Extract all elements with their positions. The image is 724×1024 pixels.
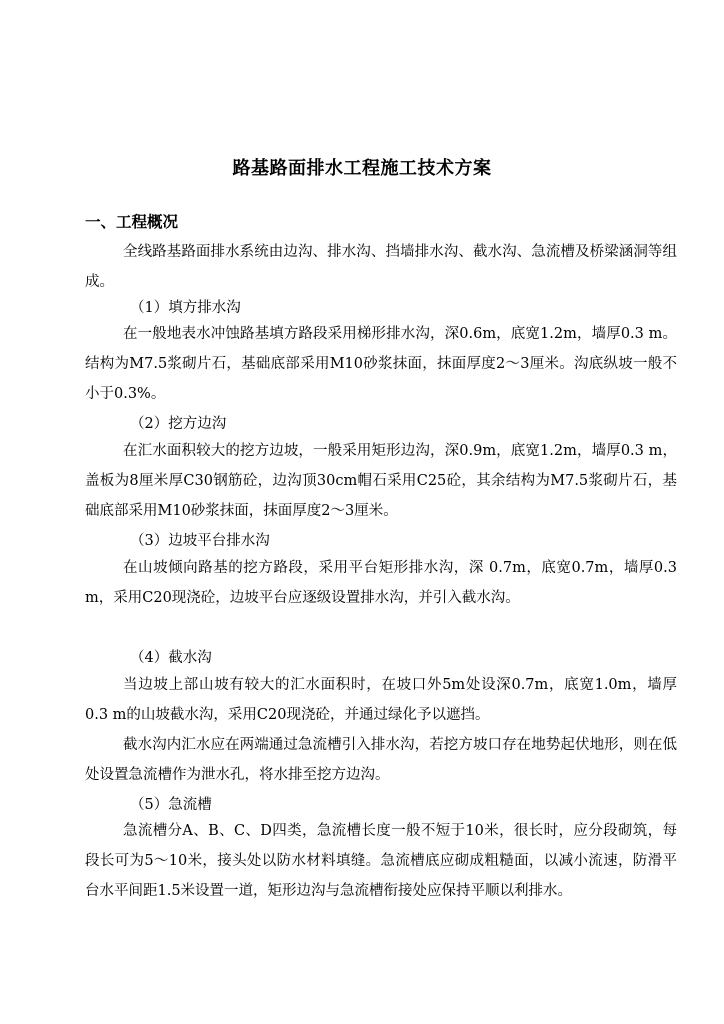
item-paragraph-3: 在山坡倾向路基的挖方路段，采用平台矩形排水沟，深 0.7m，底宽0.7m，墙厚0.3 m，采用C20现浇砼，边坡平台应逐级设置排水沟，并引入截水沟。	[85, 560, 677, 606]
item-heading-2: （2）挖方边沟	[130, 416, 227, 432]
item-paragraph-5: 急流槽分A、B、C、D四类，急流槽长度一般不短于10米，很长时，应分段砌筑，每段长可为5～10米，接头处以防水材料填缝。急流槽底应砌成粗糙面，以减小流速，防滑平台水平间距1.5米设置一道，矩形边沟与急流槽衔接处应保持平顺以利排水。	[85, 823, 677, 899]
item-heading-3: （3）边坡平台排水沟	[130, 533, 270, 549]
intro-paragraph: 全线路基路面排水系统由边沟、排水沟、挡墙排水沟、截水沟、急流槽及桥梁涵洞等组成。	[85, 244, 677, 290]
item-paragraph-1: 在一般地表水冲蚀路基填方路段采用梯形排水沟，深0.6m，底宽1.2m，墙厚0.3 m。结构为M7.5浆砌片石，基础底部采用M10砂浆抹面，抹面厚度2～3厘米。沟底纵坡一般不小于0.3%。	[85, 326, 677, 402]
item-paragraph-4b: 截水沟内汇水应在两端通过急流槽引入排水沟，若挖方坡口存在地势起伏地形，则在低处设置急流槽作为泄水孔，将水排至挖方边沟。	[85, 737, 677, 783]
section-heading: 一、工程概况	[85, 213, 179, 231]
item-paragraph-2: 在汇水面积较大的挖方边坡，一般采用矩形边沟，深0.9m，底宽1.2m，墙厚0.3 m，盖板为8厘米厚C30钢筋砼，边沟顶30cm帽石采用C25砼，其余结构为M7.5浆砌片石，基础底部采用M10砂浆抹面，抹面厚度2～3厘米。	[85, 443, 677, 519]
item-heading-5: （5）急流槽	[130, 797, 212, 813]
item-heading-4: （4）截水沟	[130, 650, 212, 666]
item-heading-1: （1）填方排水沟	[130, 300, 241, 316]
document-title: 路基路面排水工程施工技术方案	[232, 158, 492, 179]
item-paragraph-4a: 当边坡上部山坡有较大的汇水面积时，在坡口外5m处设深0.7m，底宽1.0m，墙厚0.3 m的山坡截水沟，采用C20现浇砼，并通过绿化予以遮挡。	[85, 677, 677, 723]
